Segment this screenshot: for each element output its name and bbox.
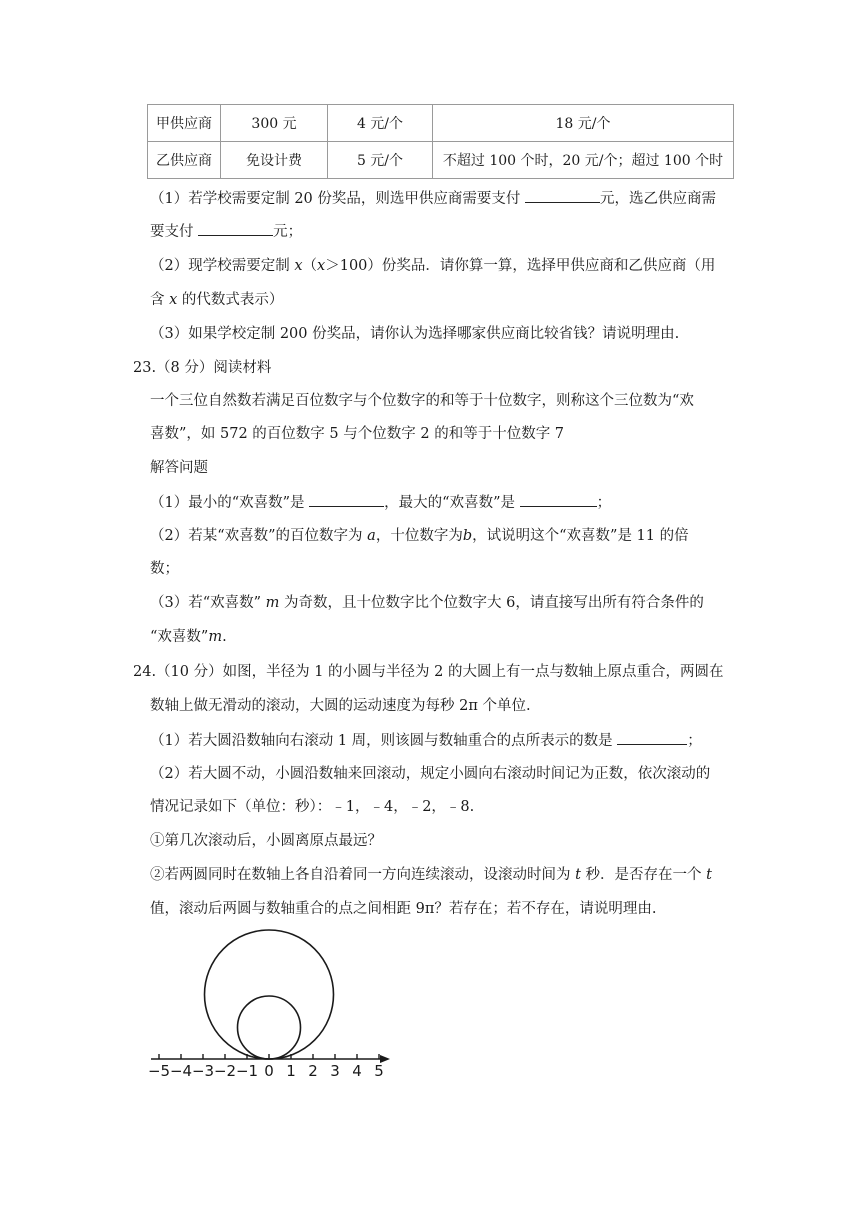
supplier-price-table	[147, 104, 734, 179]
q24-subq2-line1	[150, 865, 712, 885]
q23-subheading: 解答问题	[150, 460, 208, 476]
q22-part1-line2	[150, 221, 302, 242]
q22-part1-text: 要支付	[150, 224, 194, 240]
variable: t	[575, 867, 581, 883]
q23-part2-line1	[150, 526, 689, 546]
tick-label: −1	[235, 1062, 259, 1080]
q23-part3-text: 为奇数，且十位数字比个位数字大 6，请直接写出所有符合条件的	[284, 595, 704, 611]
q23-part2-text: ，试说明这个“欢喜数”是 11 的倍	[472, 528, 689, 544]
q22-part1-text: 元；	[273, 224, 303, 240]
small-circle	[238, 996, 301, 1059]
q24-subq2-line2: 值，滚动后两圆与数轴重合的点之间相距 9π？若存在；若不存在，请说明理由.	[150, 901, 657, 917]
table-row	[148, 142, 734, 179]
q23-part3-text: （3）若“欢喜数”	[150, 595, 262, 611]
variable: t	[706, 867, 712, 883]
tick-label: 1	[286, 1062, 296, 1080]
q24-subq1: ①第几次滚动后，小圆离原点最远？	[150, 833, 382, 849]
q23-part2-text: ，十位数字为	[375, 528, 463, 544]
q23-part3-line2	[150, 627, 227, 647]
answer-blank[interactable]	[617, 730, 687, 745]
q24-subq2-text: ②若两圆同时在数轴上各自沿着同一方向连续滚动，设滚动时间为	[150, 867, 571, 883]
answer-blank[interactable]	[198, 221, 273, 236]
variable: m	[208, 629, 223, 645]
q23-part3-text: .	[222, 629, 227, 645]
answer-blank[interactable]	[520, 492, 597, 507]
large-circle	[205, 930, 334, 1059]
q23-part2-line2: 数；	[150, 561, 179, 577]
tick-label: −5	[148, 1062, 171, 1080]
tick-label: 0	[264, 1062, 274, 1080]
q23-part1-text: ；	[596, 495, 612, 511]
table-row	[148, 105, 734, 142]
q24-part1-text: （1）若大圆沿数轴向右滚动 1 周，则该圆与数轴重合的点所表示的数是	[150, 733, 613, 749]
q22-part2-text: ＞100）份奖品．请你算一算，选择甲供应商和乙供应商（用	[325, 258, 716, 274]
q23-part2-text: （2）若某“欢喜数”的百位数字为	[150, 528, 363, 544]
table-cell: 免设计费	[221, 142, 328, 179]
q23-heading: 23.（8 分）阅读材料	[133, 360, 272, 376]
table-cell: 5 元/个	[328, 142, 433, 179]
q23-material-line2: 喜数”，如 572 的百位数字 5 与个位数字 2 的和等于十位数字 7	[150, 426, 565, 442]
q24-subq2-text: 秒．是否存在一个	[585, 867, 702, 883]
q22-part3: （3）如果学校定制 200 份奖品，请你认为选择哪家供应商比较省钱？请说明理由.	[150, 326, 680, 342]
q23-part1	[150, 492, 611, 513]
q22-part2-line1	[150, 256, 715, 276]
q24-heading-line2: 数轴上做无滑动的滚动，大圆的运动速度为每秒 2π 个单位.	[150, 698, 531, 714]
q24-heading-line1: 24.（10 分）如图，半径为 1 的小圆与半径为 2 的大圆上有一点与数轴上原点重合，两圆在	[133, 664, 724, 680]
q22-part1-text: （1）若学校需要定制 20 份奖品，则选甲供应商需要支付	[150, 191, 521, 207]
number-line-ticks	[148, 1054, 384, 1080]
variable: m	[265, 595, 280, 611]
variable: a	[367, 528, 376, 544]
q24-part2-line1: （2）若大圆不动，小圆沿数轴来回滚动，规定小圆向右滚动时间记为正数，依次滚动的	[150, 766, 711, 782]
table-cell: 乙供应商	[148, 142, 221, 179]
q24-part1-text: ；	[687, 733, 702, 749]
tick-label: −4	[169, 1062, 193, 1080]
tick-label: 3	[330, 1062, 340, 1080]
tick-label: 2	[308, 1062, 318, 1080]
table-cell: 不超过 100 个时，20 元/个；超过 100 个时	[433, 142, 734, 179]
q24-part2-line2: 情况记录如下（单位：秒）：﹣1，﹣4，﹣2，﹣8.	[150, 799, 475, 815]
q23-part3-text: “欢喜数”	[150, 629, 209, 645]
variable: b	[462, 528, 473, 544]
table-cell: 4 元/个	[328, 105, 433, 142]
answer-blank[interactable]	[309, 492, 384, 507]
table-cell: 300 元	[221, 105, 328, 142]
q22-part2-line2	[150, 290, 283, 310]
q23-part3-line1	[150, 593, 704, 613]
q23-part1-text: ，最大的“欢喜数”是	[384, 495, 515, 511]
q22-part2-text: 的代数式表示）	[181, 292, 284, 308]
q22-part1-line1	[150, 188, 716, 209]
q22-part1-text: 元，选乙供应商需	[600, 191, 717, 207]
q23-part1-text: （1）最小的“欢喜数”是	[150, 495, 305, 511]
answer-blank[interactable]	[525, 188, 600, 203]
q22-part2-text: （2）现学校需要定制	[150, 258, 290, 274]
q23-material-line1: 一个三位自然数若满足百位数字与个位数字的和等于十位数字，则称这个三位数为“欢	[150, 393, 694, 409]
number-line-circles-figure	[148, 905, 398, 1080]
tick-label: −2	[213, 1062, 237, 1080]
q24-part1	[150, 730, 702, 751]
tick-label: 4	[352, 1062, 362, 1080]
table-cell: 18 元/个	[433, 105, 734, 142]
variable: x	[294, 258, 303, 274]
q22-part2-text: （	[302, 258, 318, 274]
tick-label: 5	[374, 1062, 384, 1080]
tick-label: −3	[191, 1062, 215, 1080]
table-cell: 甲供应商	[148, 105, 221, 142]
variable: x	[169, 292, 178, 308]
variable: x	[317, 258, 326, 274]
q22-part2-text: 含	[150, 292, 165, 308]
